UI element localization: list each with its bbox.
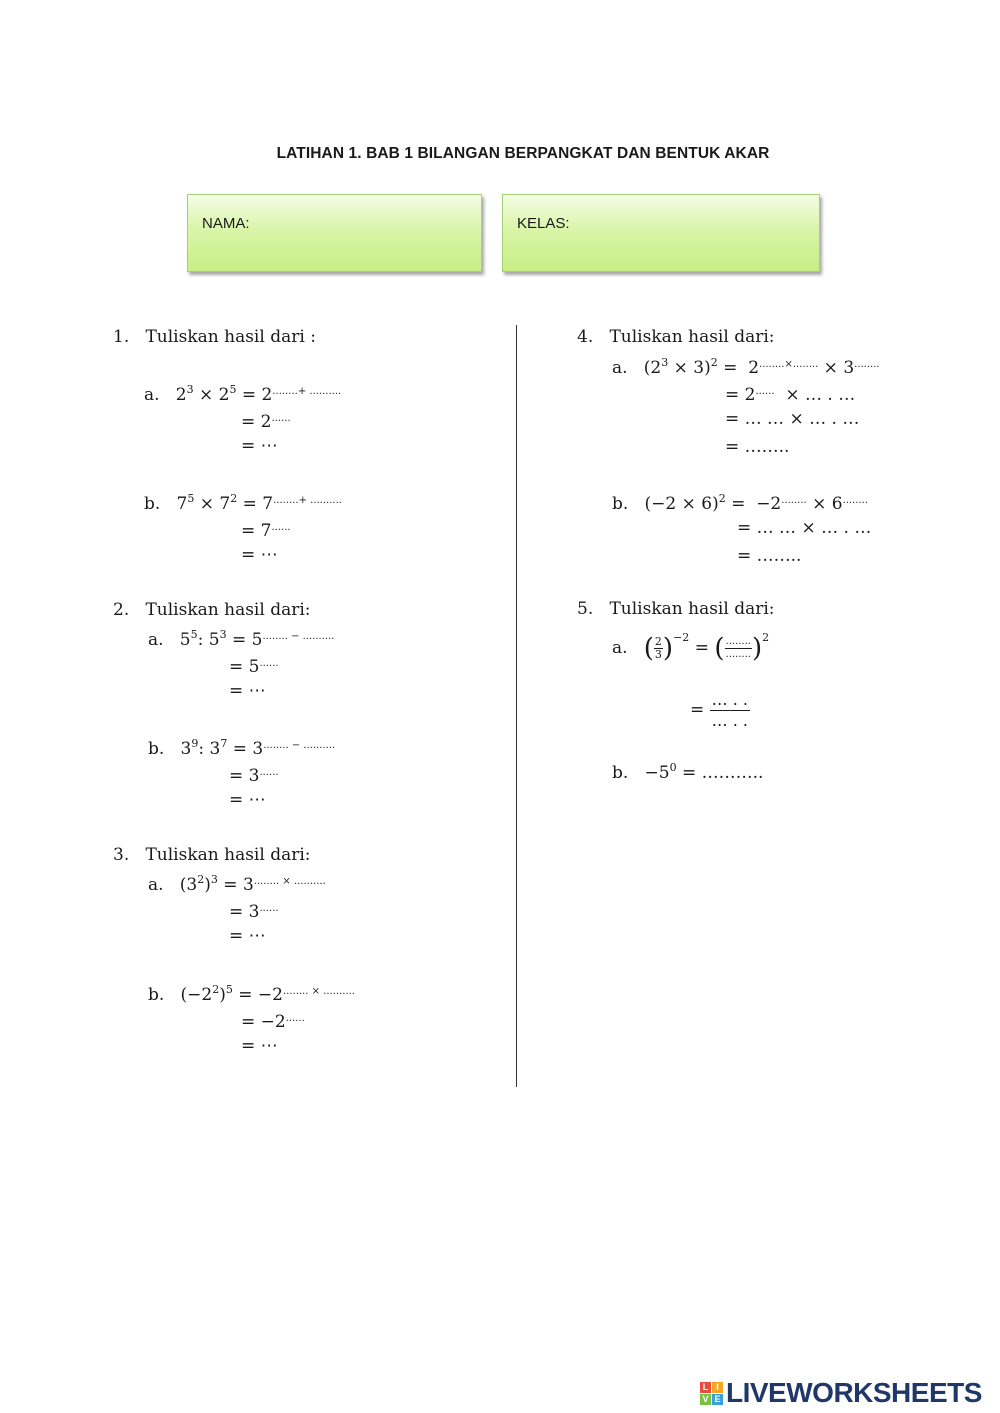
question-2b-line3: = ⋯: [229, 790, 266, 810]
question-4a-line3: = … … × … . …: [725, 409, 860, 429]
question-4-heading: 4. Tuliskan hasil dari:: [577, 327, 775, 347]
nama-field[interactable]: [187, 194, 482, 272]
question-2b-line1: b. $3^9$: $3^7 = 3^{........ - ..........}$: [148, 737, 336, 759]
question-1a-line3: = ⋯: [241, 436, 278, 456]
column-divider: [516, 325, 517, 1087]
question-3-heading: 3. Tuliskan hasil dari:: [113, 845, 311, 865]
question-5a-line1: a. ( $\frac{2}{3}$ )$^{-2}$ = ( $\frac{........}{........}$ )$^2$: [612, 631, 770, 664]
fraction-two-thirds: $\frac{2}{3}$: [654, 635, 662, 661]
question-2-heading: 2. Tuliskan hasil dari:: [113, 600, 311, 620]
fraction-answer-blank[interactable]: $\frac{\dots . .}{\dots . .}$: [711, 690, 748, 730]
question-2b-line2: = 3......: [229, 766, 279, 786]
question-2a-line2: = 5......: [229, 657, 279, 677]
fraction-blank[interactable]: $\frac{........}{........}$: [725, 636, 751, 660]
question-4b-line3: = ……..: [737, 546, 802, 566]
logo-mark-icon: L I V E: [700, 1382, 723, 1405]
question-4a-line1: a. $(2^3 \times 3)^2 = 2^{........\times........} \times 3^{........}$: [612, 356, 880, 378]
nama-label: NAMA:: [202, 215, 250, 232]
question-4b-line2: = … … × … . …: [737, 518, 872, 538]
question-2a-line1: a. $5^5$: $5^3 = 5^{........ - ..........}$: [148, 628, 335, 650]
liveworksheets-logo: [700, 1377, 982, 1409]
question-3a-line3: = ⋯: [229, 926, 266, 946]
worksheet-title: LATIHAN 1. BAB 1 BILANGAN BERPANGKAT DAN BENTUK AKAR: [276, 145, 770, 162]
question-1b-line3: = ⋯: [241, 545, 278, 565]
logo-text: LIVEWORKSHEETS: [726, 1377, 982, 1408]
question-2a-line3: = ⋯: [229, 681, 266, 701]
question-5a-line2: = $\frac{\dots . .}{\dots . .}$: [690, 690, 748, 730]
question-3a-line2: = 3......: [229, 902, 279, 922]
question-3b-line1: b. $(-2^2)^5 = -2^{........ \times ..........}$: [148, 983, 355, 1005]
question-1a-line1: a. $2^3 \times 2^5 = 2^{........+ ..........}$: [144, 383, 342, 405]
question-3b-line2: = −2......: [241, 1012, 305, 1032]
kelas-label: KELAS:: [517, 215, 570, 232]
question-1-heading: 1. Tuliskan hasil dari :: [113, 327, 316, 347]
question-1b-line2: = 7......: [241, 521, 291, 541]
question-4a-line2: = 2...... × … . …: [725, 385, 856, 405]
question-1a-line2: = 2......: [241, 412, 291, 432]
question-5-heading: 5. Tuliskan hasil dari:: [577, 599, 775, 619]
question-1b-line1: b. $7^5 \times 7^2 = 7^{........+ ..........}$: [144, 492, 342, 514]
question-3a-line1: a. $(3^2)^3 = 3^{........ \times ..........}$: [148, 873, 326, 895]
question-5b-line1: b. $-5^0$ = ………..: [612, 761, 764, 783]
kelas-field[interactable]: [502, 194, 820, 272]
question-4a-line4: = ……..: [725, 437, 790, 457]
question-3b-line3: = ⋯: [241, 1036, 278, 1056]
question-4b-line1: b. $(-2 \times 6)^2 = -2^{........} \times 6^{........}$: [612, 492, 868, 514]
